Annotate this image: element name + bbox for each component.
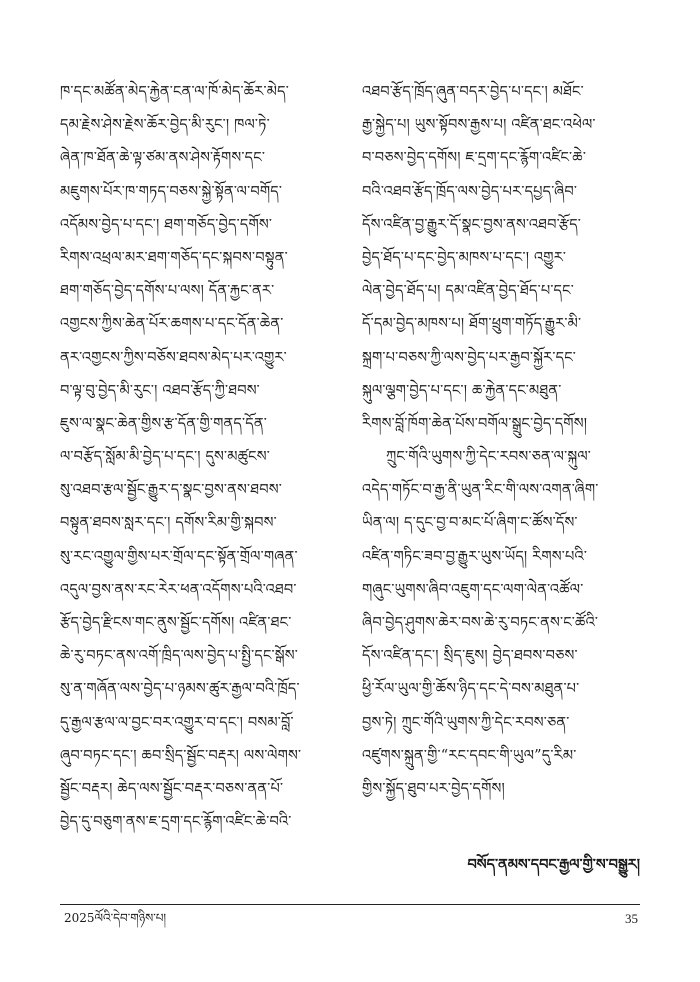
text-line: བསྟུན་ཐབས་སླར་དང་། དགོས་རིམ་གྱི་སྐབས་ — [60, 515, 277, 532]
text-line: དུ་རྒྱལ་རྩལ་ལ་བྱང་བར་འགྱུར་བ་དང་། བསམ་བློ་ — [60, 714, 294, 731]
text-line: མཇུགས་པོར་ཁ་གཏད་བཅས་སྐྱེ་སྟོན་ལ་བགོད་ — [60, 183, 283, 200]
footer-divider — [60, 904, 640, 905]
text-line: འདུལ་བྱས་ནས་རང་རེར་ཕན་འདོགས་པའི་འཐབ་ — [60, 581, 297, 598]
text-line: འགྱངས་ཀྱིས་ཆེན་པོར་ཆགས་པ་དང་དོན་ཆེན་ — [60, 316, 284, 333]
text-line: ནར་འགྱངས་ཀྱིས་བཅོས་ཐབས་མེད་པར་འགྱུར་ — [60, 349, 287, 366]
text-line: གཞུང་ཡུགས་ཞིབ་འཇུག་དང་ལག་ལེན་འཚོལ་ — [362, 581, 584, 598]
text-line: ཕྱི་རོལ་ཡུལ་གྱི་ཆོས་ཉིད་དང་དེ་བས་མཐུན་པ་ — [362, 681, 580, 698]
text-line: ཡིན་ལ། ད་དུང་བྱ་བ་མང་པོ་ཞིག་ང་ཚོས་དོས་ — [362, 515, 578, 532]
right-column — [362, 76, 647, 806]
text-line: བ་ལྟ་བུ་བྱེད་མི་རུང་། འཐབ་རྩོད་ཀྱི་ཐབས་ — [60, 382, 260, 399]
text-line: དོ་དམ་བྱེད་མཁས་པ། ཐོག་ཕྲུག་གཏོད་རྒྱུར་མི་ — [362, 316, 582, 333]
text-line: ལེན་བྱེད་ཐོད་པ། དམ་འཛིན་བྱེད་ཐོད་པ་དང་ — [362, 283, 574, 300]
left-column — [60, 76, 345, 839]
text-line: དོས་འཛིན་དང་། སྲིད་ཇུས། བྱེད་ཐབས་བཅས་ — [362, 648, 578, 665]
text-line: སྐྲག་པ་བཅས་ཀྱི་ལས་བྱེད་པར་རྒྱབ་སྐྱོར་དང་ — [362, 349, 577, 366]
text-line: ཞུབ་བཏང་དང་། ཆབ་སྲིད་སྦྱོང་བརྡར། ལས་ལེགས་ — [60, 747, 302, 764]
page-number: 35 — [625, 911, 638, 926]
text-line: འདོམས་བྱེད་པ་དང་། ཐག་གཅོད་བྱེད་དགོས་ — [60, 216, 273, 233]
text-line: ཀྲུང་གོའི་ཡུགས་ཀྱི་དེང་རབས་ཅན་ལ་སྐུལ་ — [386, 449, 592, 466]
text-line: ཞེན་ཁ་ཐོན་ཆེ་ལྟ་ཙམ་ནས་ཤེས་རྟོགས་དང་ — [60, 150, 266, 167]
text-line: དོས་འཛིན་བྱ་རྒྱུར་དོ་སྣང་བྱས་ནས་འཐབ་རྩོད་ — [362, 216, 582, 233]
text-line: ཇུས་ལ་སྣང་ཆེན་གྱིས་རྩ་དོན་གྱི་གནད་དོན་ — [60, 415, 267, 432]
text-line: དམ་རྗེས་ཤེས་རྗེས་ཆོར་བྱེད་མི་རུང་། ཁལ་ཏེ་ — [60, 117, 270, 134]
text-line: སུ་ན་གཞོན་ལས་བྱེད་པ་ཉམས་ཚུར་རྒྱལ་བའི་ཁྲོད་ — [60, 681, 300, 698]
text-line: བྱས་ཏེ། ཀྲུང་གོའི་ཡུགས་ཀྱི་དེང་རབས་ཅན་ — [362, 714, 570, 731]
text-line: བའི་འཐབ་རྩོད་ཁྲོད་ལས་བྱེད་པར་དཔྱད་ཞིབ་ — [362, 183, 578, 200]
text-line: བྱེད་ཐོད་པ་དང་བྱེད་མཁས་པ་དང་། འགྱུར་ — [362, 249, 567, 266]
text-line: ཞིབ་བྱེད་ཤུགས་ཆེར་བས་ཆེ་རུ་བཏང་ནས་ང་ཚོའི་ — [362, 615, 599, 631]
text-line: སུ་འཐབ་རྩལ་སྦྱོང་རྒྱུར་ད་སྣང་བྱས་ནས་ཐབས་ — [60, 482, 282, 499]
text-line: ལ་བརྩོད་སློམ་མི་བྱེད་པ་དང་། དུས་མཚུངས་ — [60, 449, 270, 466]
text-line: འདེད་གཏོང་བ་རྒྱ་ནི་ཡུན་རིང་གི་ལས་འགན་ཞིག་ — [362, 482, 599, 499]
text-line: ཐག་གཅོད་བྱེད་དགོས་པ་ལས། དོན་རྐྱང་ནར་ — [60, 283, 275, 300]
author-signature-line: བསོད་ནམས་དབང་རྒྱལ་གྱི་ས་བསྒྱུར། — [467, 856, 640, 873]
text-line: ཁ་དང་མཚོན་མེད་རྐྱེན་ངན་ལ་ཁོ་མེད་ཆོར་མེད་ — [60, 84, 290, 100]
text-line: བྱེད་དུ་བཅུག་ནས་ཇ་དྲག་དང་རྙོག་འཛིང་ཆེ་བའི་ — [60, 814, 292, 831]
text-line: བ་བཅས་བྱེད་དགོས། ཇ་དྲག་དང་རྙོག་འཛིང་ཆེ་ — [362, 150, 587, 167]
text-line: རྒྱ་སྐྱེད་པ། ཡུས་སྟོབས་རྒྱས་པ། འཛིན་ཐང་འཕེལ་ — [362, 117, 596, 134]
text-line: སྦྱོང་བརྡར། ཆེད་ལས་སྦྱོང་བརྡར་བཅས་ནན་པོ་ — [60, 780, 284, 797]
text-line: འཛུགས་སྐྲུན་གྱི་“རང་དབང་གི་ཡུལ”དུ་རིམ་ — [362, 747, 577, 764]
text-line: གྱིས་སྐྱོད་ཐུབ་པར་བྱེད་དགོས། — [362, 780, 505, 797]
text-line: རིགས་འཕྲལ་མར་ཐག་གཅོད་དང་སྐབས་བསྟུན་ — [60, 249, 288, 266]
text-line: འཛིན་གཏིང་ཟབ་བྱ་རྒྱུར་ཡུས་ཡོད། རིགས་པའི་ — [362, 548, 588, 565]
text-line: རིགས་བློ་ཁོག་ཆེན་པོས་བགོལ་སྒྲུང་བྱེད་དགོས། — [362, 415, 588, 432]
journal-issue-label: 2025ལོའི་དེབ་གཉིས་པ། — [64, 911, 167, 925]
text-line: ཆེ་རུ་བཏང་ནས་འགོ་ཁྲིད་ལས་བྱེད་པ་སྤྱི་དང་སྒོས་ — [60, 648, 299, 665]
text-line: རྩོད་བྱེད་རྫིངས་གང་ནུས་སྦྱོང་དགོས། འཛིན་ཐང་ — [60, 615, 292, 631]
text-line: སྐུལ་ལྕག་བྱེད་པ་དང་། ཆ་རྐྱེན་དང་མཐུན་ — [362, 382, 562, 399]
text-line: སུ་རང་འགྱུལ་གྱིས་པར་གྲོལ་དང་སྟོན་གྲོལ་གཞན་ — [60, 548, 298, 565]
text-line: འཐབ་རྩོད་ཁྲོད་ཞུན་བདར་བྱེད་པ་དང་། མཐོང་ — [362, 84, 584, 100]
